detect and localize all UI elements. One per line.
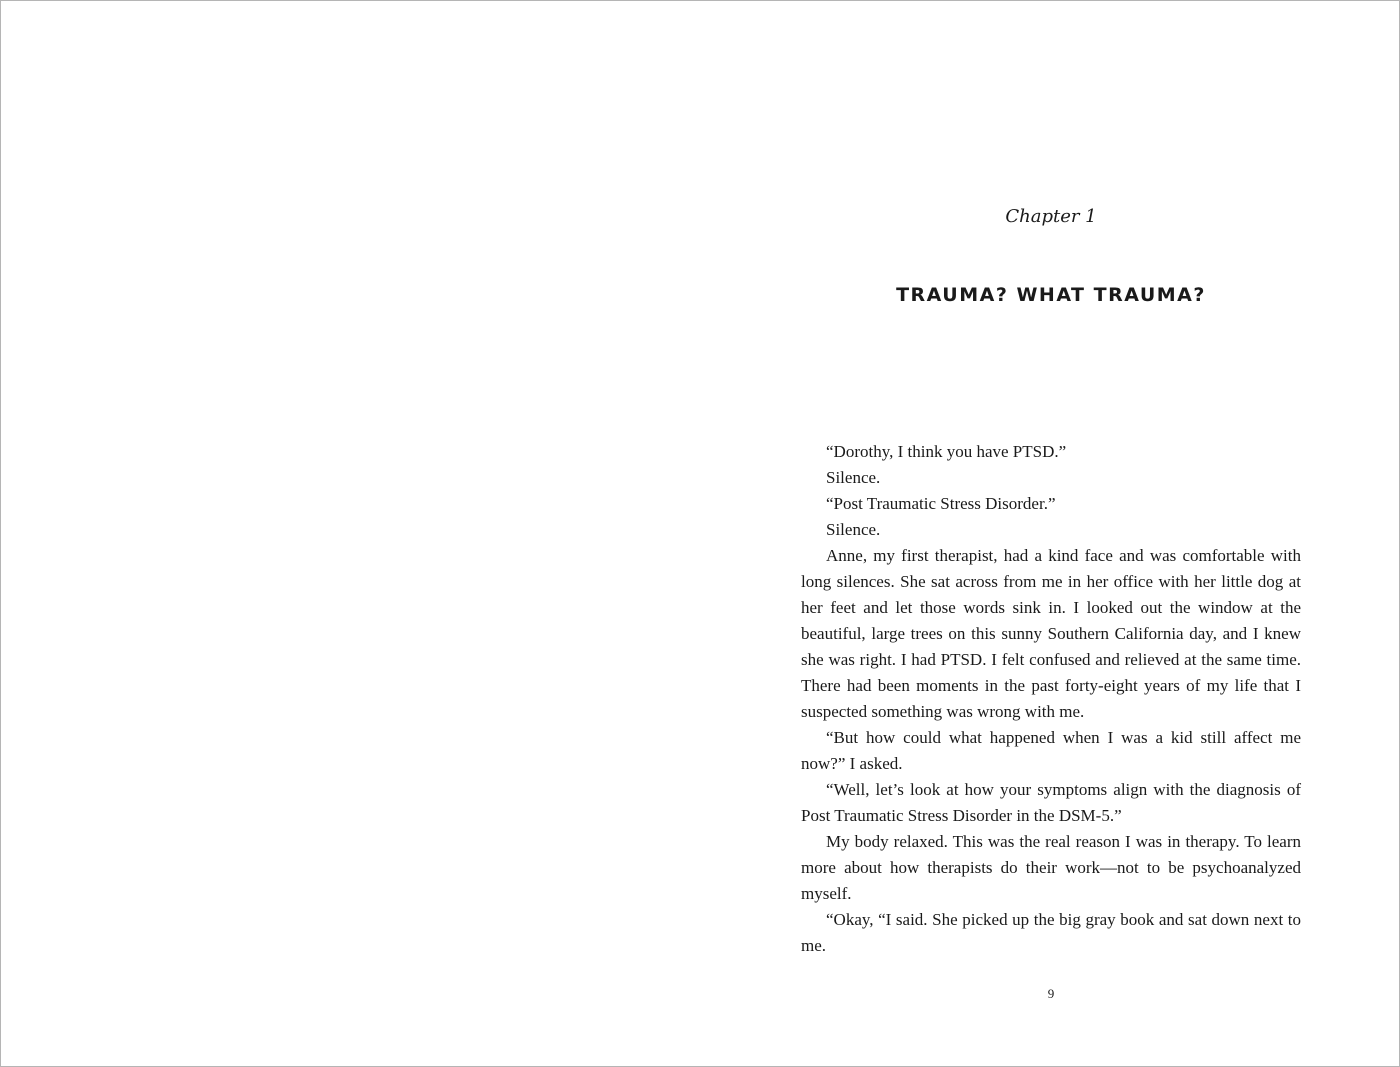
paragraph: “Dorothy, I think you have PTSD.” <box>826 442 1067 461</box>
chapter-label: Chapter 1 <box>1005 206 1097 227</box>
page-number: 9 <box>1047 986 1055 1001</box>
chapter-body <box>801 439 1301 959</box>
paragraph: Silence. <box>826 520 881 539</box>
paragraph: My body relaxed. This was the real reason I was in therapy. To learn more about how therapists do their work—not to be psychoanalyzed myself. <box>801 832 1301 903</box>
paragraph: Silence. <box>826 468 881 487</box>
paragraph: “Post Traumatic Stress Disorder.” <box>826 494 1056 513</box>
paragraph: “Okay, “I said. She picked up the big gray book and sat down next to me. <box>801 910 1301 955</box>
paragraph: “But how could what happened when I was a kid still affect me now?” I asked. <box>801 728 1301 773</box>
paragraph: “Well, let’s look at how your symptoms align with the diagnosis of Post Traumatic Stress Disorder in the DSM-5.” <box>801 780 1301 825</box>
chapter-title: TRAUMA? WHAT TRAUMA? <box>896 284 1206 306</box>
left-page-blank <box>1 1 701 1066</box>
right-page <box>701 1 1399 1066</box>
paragraph: Anne, my first therapist, had a kind face and was comfortable with long silences. She sat across from me in her office with her little dog at her feet and let those words sink in. I looked out the window at the beautiful, large trees on this sunny Southern California day, and I knew she was right. I had PTSD. I felt confused and relieved at the same time. There had been moments in the past forty-eight years of my life that I suspected something was wrong with me. <box>801 546 1301 721</box>
